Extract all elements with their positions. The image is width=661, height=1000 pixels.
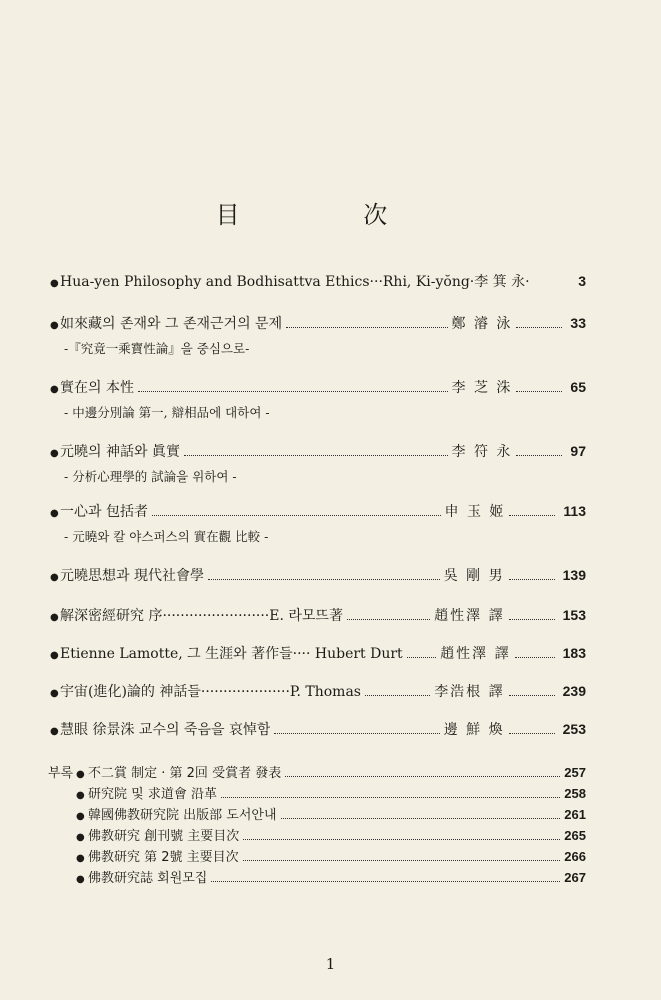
dot-leader <box>281 818 561 819</box>
appendix-item-title: 佛教研究誌 회원모집 <box>88 871 208 886</box>
dot-leader <box>211 881 560 882</box>
appendix-item <box>48 804 586 825</box>
entry-title: 元曉思想과 現代社會學 <box>60 568 204 584</box>
entry-author: 李浩根 譯 <box>434 684 505 700</box>
toc-entry <box>50 604 586 629</box>
appendix-item-title: 佛教研究 創刊號 主要目次 <box>88 829 240 844</box>
entry-page: 33 <box>570 315 586 331</box>
bullet-icon: ● <box>76 811 85 822</box>
bullet-icon: ● <box>50 448 59 459</box>
toc-entry <box>50 642 586 667</box>
appendix-item-title: 佛教研究 第 2號 主要目次 <box>88 850 239 865</box>
entry-page: 239 <box>562 683 586 699</box>
dot-leader <box>285 776 560 777</box>
appendix-item-page: 258 <box>564 786 586 801</box>
appendix-label: 부록 <box>48 766 74 781</box>
bullet-icon: ● <box>50 688 59 699</box>
entry-page: 65 <box>570 379 586 395</box>
dot-leader <box>515 657 555 658</box>
appendix-item-title: 韓國佛教研究院 出版部 도서안내 <box>88 808 277 823</box>
dot-leader <box>516 455 562 456</box>
entry-title: 解深密經研究 序························E. 라모뜨著 <box>60 608 343 624</box>
bullet-icon: ● <box>76 853 85 864</box>
entry-title: Hua-yen Philosophy and Bodhisattva Ethics···Rhi, Ki-yŏng·李 箕 永· <box>60 274 530 290</box>
appendix-item-page: 267 <box>564 870 586 885</box>
bullet-icon: ● <box>50 320 59 331</box>
bullet-icon: ● <box>76 769 85 780</box>
page-title: 目 次 <box>215 201 446 229</box>
appendix-item-page: 266 <box>564 849 586 864</box>
dot-leader <box>274 733 439 734</box>
appendix-item <box>48 867 586 888</box>
entry-title: 一心과 包括者 <box>60 504 148 520</box>
dot-leader <box>509 619 555 620</box>
dot-leader <box>516 391 562 392</box>
entry-author: 吳 剛 男 <box>443 568 505 584</box>
appendix-item <box>48 762 586 783</box>
page-number: 1 <box>325 955 336 973</box>
dot-leader <box>243 860 561 861</box>
toc-entry <box>50 270 586 295</box>
entry-subtitle: -『究竟一乘寶性論』을 중심으로- <box>64 341 250 356</box>
entry-page: 139 <box>562 567 586 583</box>
bullet-icon: ● <box>76 790 85 801</box>
toc-entry <box>50 440 586 487</box>
appendix-item <box>48 783 586 804</box>
dot-leader <box>152 515 441 516</box>
entry-author: 鄭 濬 泳 <box>451 316 513 332</box>
dot-leader <box>407 657 437 658</box>
bullet-icon: ● <box>50 278 59 289</box>
dot-leader <box>184 455 448 456</box>
entry-author: 趙性澤 譯 <box>440 646 511 662</box>
bullet-icon: ● <box>50 650 59 661</box>
bullet-icon: ● <box>50 384 59 395</box>
appendix-item <box>48 846 586 867</box>
dot-leader <box>286 327 447 328</box>
dot-leader <box>509 515 555 516</box>
bullet-icon: ● <box>50 572 59 583</box>
bullet-icon: ● <box>76 874 85 885</box>
dot-leader <box>509 733 555 734</box>
dot-leader <box>365 695 430 696</box>
appendix-item-title: 研究院 및 求道會 沿革 <box>88 787 217 802</box>
dot-leader <box>243 839 560 840</box>
entry-author: 李 符 永 <box>451 444 513 460</box>
toc-entry <box>50 564 586 589</box>
dot-leader <box>516 327 562 328</box>
bullet-icon: ● <box>50 508 59 519</box>
entry-title: 宇宙(進化)論的 神話들····················P. Thomas <box>60 684 361 700</box>
toc-entry <box>50 500 586 547</box>
toc-entry <box>50 312 586 359</box>
appendix-item-page: 261 <box>564 807 586 822</box>
entry-page: 3 <box>578 273 586 289</box>
toc-entry <box>50 680 586 705</box>
entry-page: 113 <box>563 503 586 519</box>
dot-leader <box>208 579 440 580</box>
entry-author: 趙性澤 譯 <box>434 608 505 624</box>
bullet-icon: ● <box>76 832 85 843</box>
bullet-icon: ● <box>50 612 59 623</box>
entry-page: 183 <box>562 645 586 661</box>
entry-title: 元曉의 神話와 眞實 <box>60 444 180 460</box>
dot-leader <box>509 579 555 580</box>
entry-page: 153 <box>562 607 586 623</box>
entry-title: 慧眼 徐景洙 교수의 죽음을 哀悼함 <box>60 722 271 738</box>
appendix-item <box>48 825 586 846</box>
entry-page: 97 <box>570 443 586 459</box>
entry-page: 253 <box>562 721 586 737</box>
appendix-list <box>48 762 586 888</box>
appendix-item-page: 265 <box>564 828 586 843</box>
entry-subtitle: - 分析心理學的 試論을 위하여 - <box>64 469 237 484</box>
dot-leader <box>221 797 560 798</box>
entry-author: 李 芝 洙 <box>451 380 513 396</box>
dot-leader <box>138 391 448 392</box>
appendix-item-title: 不二賞 制定 · 第 2回 受賞者 發表 <box>88 766 282 781</box>
appendix-item-page: 257 <box>564 765 586 780</box>
entry-title: 實在의 本性 <box>60 380 134 396</box>
toc-entry <box>50 718 586 743</box>
entry-subtitle: - 元曉와 칼 야스퍼스의 實在觀 比較 - <box>64 529 269 544</box>
entry-subtitle: - 中邊分別論 第一, 辯相品에 대하여 - <box>64 405 270 420</box>
toc-entry <box>50 376 586 423</box>
dot-leader <box>509 695 555 696</box>
dot-leader <box>347 619 430 620</box>
entry-title: Etienne Lamotte, 그 生涯와 著作들···· Hubert Durt <box>60 646 403 662</box>
entry-author: 申 玉 姬 <box>444 504 506 520</box>
bullet-icon: ● <box>50 726 59 737</box>
entry-title: 如來藏의 존재와 그 존재근거의 문제 <box>60 316 283 332</box>
entry-author: 邊 鮮 煥 <box>443 722 505 738</box>
